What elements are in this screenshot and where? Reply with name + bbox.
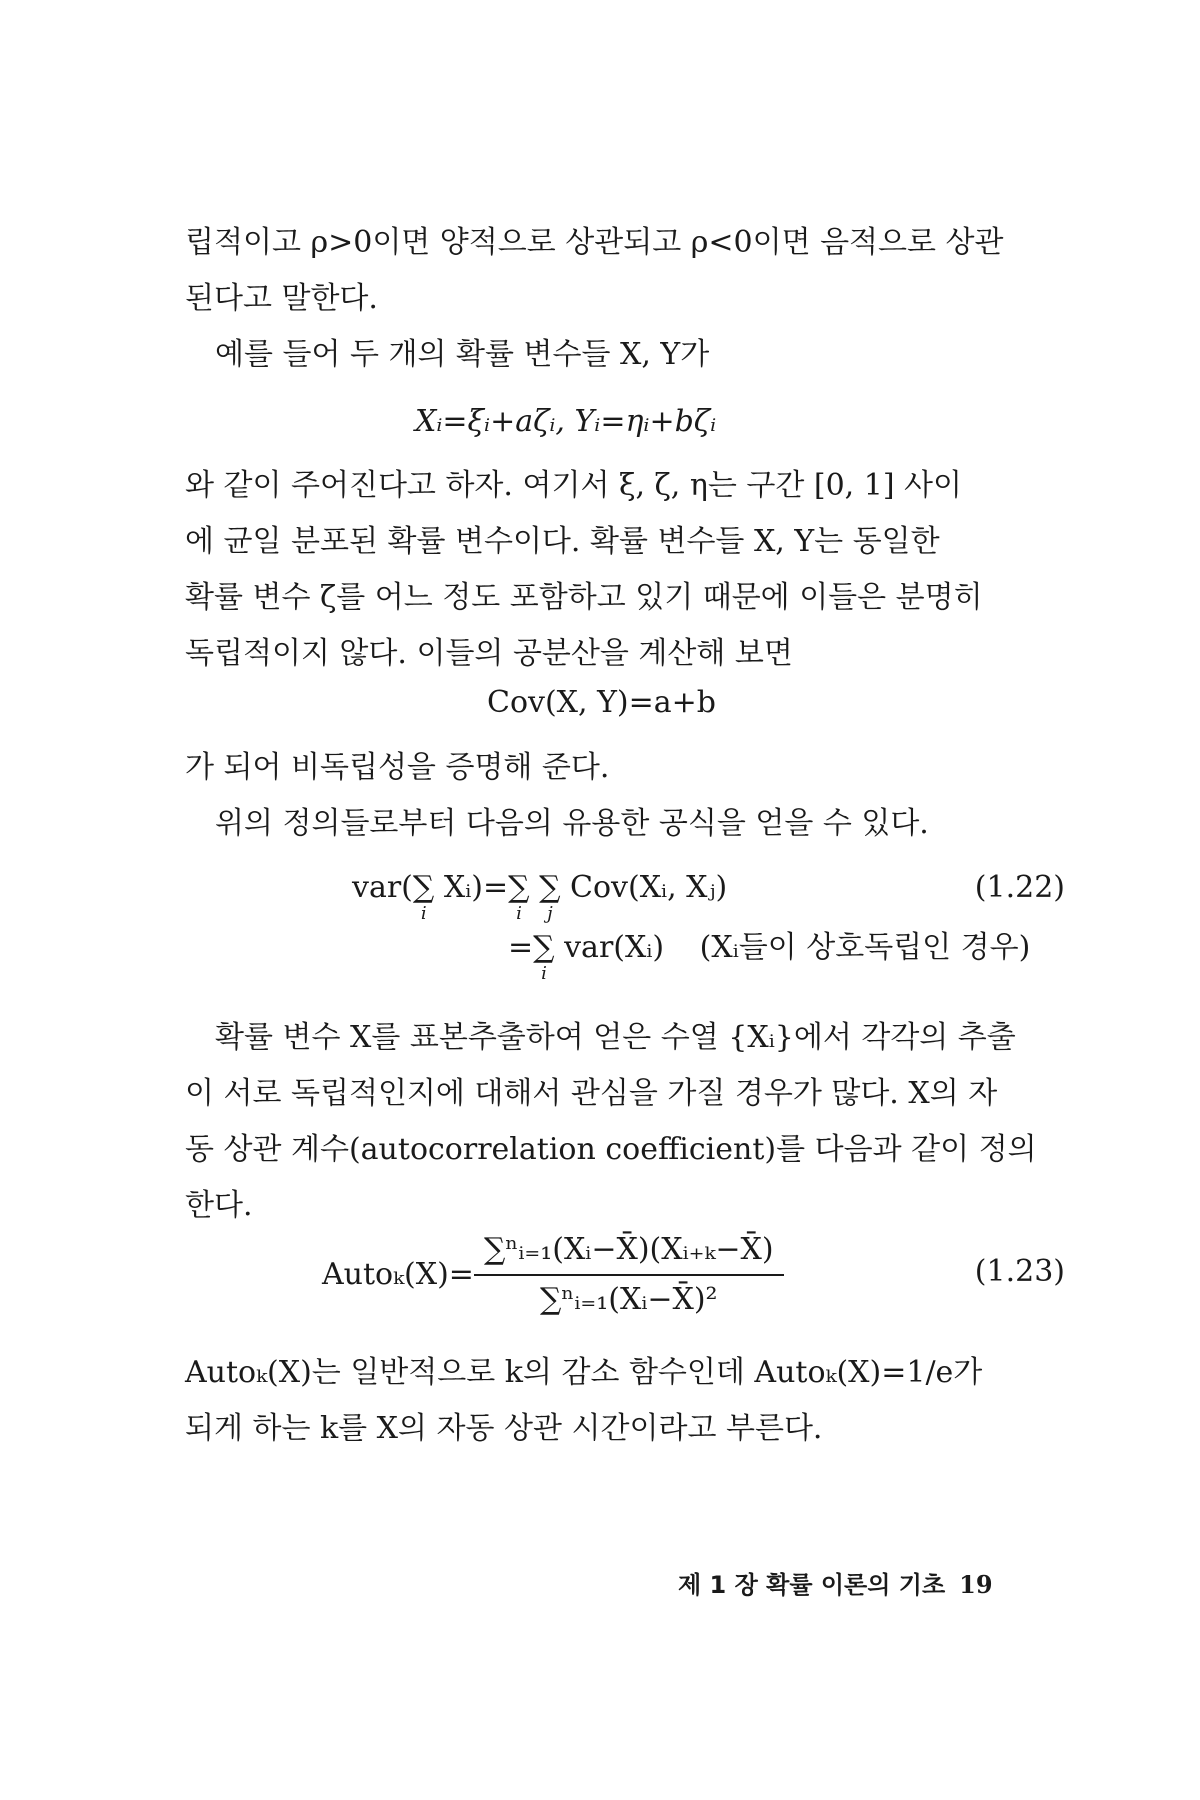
text-line: 되게 하는 k를 X의 자동 상관 시간이라고 부른다. (185, 1411, 823, 1446)
equation-1-22-line-1 (352, 868, 728, 924)
sigma-glyph: ∑ (412, 870, 435, 905)
sigma-subscript: i (516, 903, 522, 924)
equation-covariance: Cov(X, Y)=a+b (487, 685, 716, 720)
condition-note: (Xᵢ들이 상호독립인 경우) (699, 930, 1031, 965)
var-text: var(Xᵢ) (564, 930, 665, 965)
sigma-subscript: i (541, 963, 547, 984)
text-line: 위의 정의들로부터 다음의 유용한 공식을 얻을 수 있다. (215, 806, 929, 841)
text-line: Autoₖ(X)는 일반적으로 k의 감소 함수인데 Autoₖ(X)=1/e가 (185, 1355, 983, 1390)
chapter-title: 제 1 장 확률 이론의 기초 (678, 1571, 946, 1599)
text-line: 예를 들어 두 개의 확률 변수들 X, Y가 (215, 337, 710, 372)
paragraph-1 (185, 215, 1065, 327)
sigma-symbol (412, 868, 435, 924)
fraction-numerator: ∑ⁿᵢ₌₁(Xᵢ−X̄)(Xᵢ₊ₖ−X̄) (474, 1230, 784, 1276)
equation-1-22-line-2 (508, 928, 1031, 984)
autocorrelation-lhs: Autoₖ(X)= (322, 1257, 474, 1292)
equation-number-1-23: (1.23) (974, 1254, 1065, 1289)
paragraph-3 (185, 458, 1065, 682)
sigma-glyph: ∑ (508, 870, 530, 905)
text-line: 에 균일 분포된 확률 변수이다. 확률 변수들 X, Y는 동일한 (185, 524, 940, 559)
sigma-symbol (508, 868, 530, 924)
sigma-glyph: ∑ (539, 870, 561, 905)
paragraph-7 (185, 1345, 1065, 1457)
text-line: 이 서로 독립적인지에 대해서 관심을 가질 경우가 많다. X의 자 (185, 1076, 998, 1111)
text-line: 확률 변수 ζ를 어느 정도 포함하고 있기 때문에 이들은 분명히 (185, 580, 983, 615)
equation-number-1-22: (1.22) (974, 870, 1065, 905)
text-line: 와 같이 주어진다고 하자. 여기서 ξ, ζ, η는 구간 [0, 1] 사이 (185, 468, 963, 503)
var-text: var( (352, 870, 413, 905)
text-line: 된다고 말한다. (185, 281, 378, 316)
sigma-subscript: j (547, 903, 553, 924)
equals-sign: = (508, 930, 534, 965)
var-text: Xᵢ)= (443, 870, 509, 905)
sigma-subscript: i (420, 903, 427, 924)
paragraph-5 (185, 796, 1065, 852)
equation-xy-definition: Xᵢ=ξᵢ+aζᵢ, Yᵢ=ηᵢ+bζᵢ (415, 404, 717, 439)
text-line: 독립적이지 않다. 이들의 공분산을 계산해 보면 (185, 636, 793, 671)
paragraph-2 (185, 327, 1065, 383)
fraction-denominator: ∑ⁿᵢ₌₁(Xᵢ−X̄)² (539, 1282, 718, 1317)
sigma-glyph: ∑ (533, 930, 555, 965)
text-line: 한다. (185, 1188, 253, 1223)
cov-text: Cov(Xᵢ, Xⱼ) (570, 870, 728, 905)
fraction (474, 1230, 784, 1320)
text-line: 립적이고 ρ>0이면 양적으로 상관되고 ρ<0이면 음적으로 상관 (185, 225, 1004, 260)
sigma-symbol (533, 928, 555, 984)
text-line: 가 되어 비독립성을 증명해 준다. (185, 750, 610, 785)
equation-1-23 (322, 1230, 784, 1320)
paragraph-4 (185, 740, 1065, 796)
page-number: 19 (959, 1570, 993, 1599)
text-line: 동 상관 계수(autocorrelation coefficient)를 다음과 같이 정의 (185, 1132, 1037, 1167)
sigma-symbol (539, 868, 561, 924)
page-footer (678, 1565, 993, 1600)
paragraph-6 (185, 1010, 1065, 1234)
text-line: 확률 변수 X를 표본추출하여 얻은 수열 {Xᵢ}에서 각각의 추출 (215, 1020, 1016, 1055)
